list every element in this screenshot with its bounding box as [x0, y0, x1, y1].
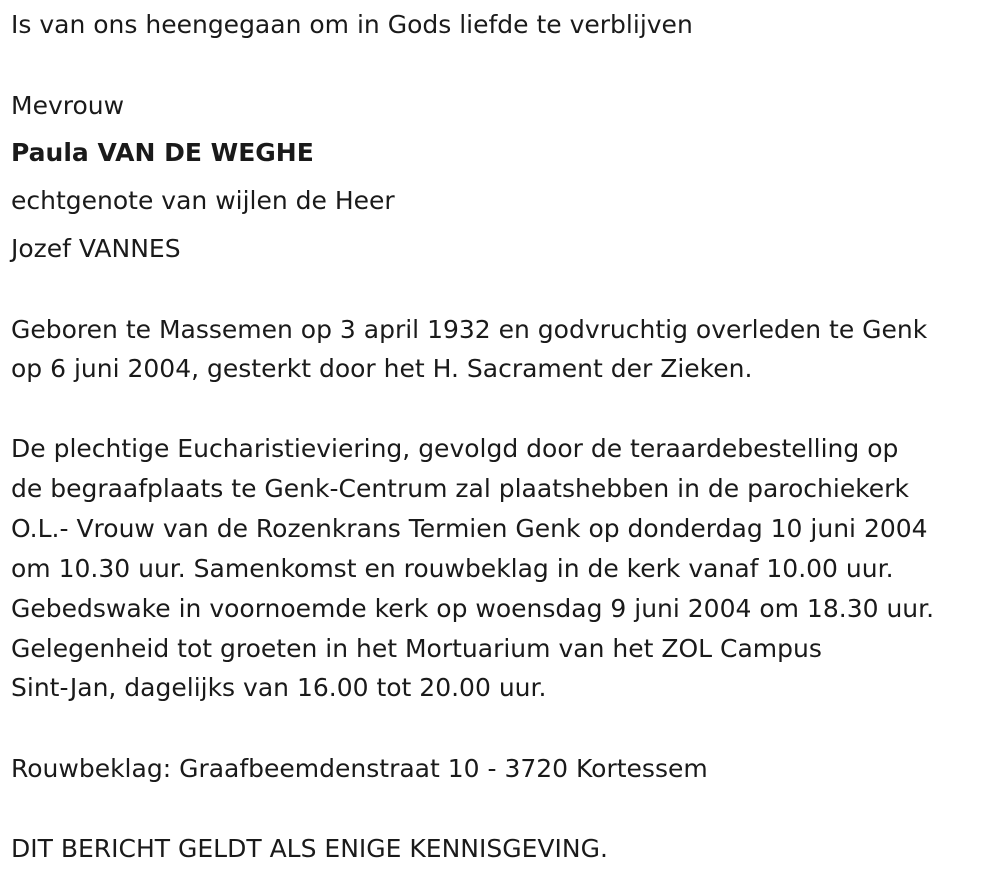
ceremony-line: Sint-Jan, dagelijks van 16.00 tot 20.00 uur. — [11, 673, 547, 702]
ceremony-line: De plechtige Eucharistieviering, gevolgd door de teraardebestelling op — [11, 434, 899, 463]
ceremony-line: de begraafplaats te Genk-Centrum zal plaatshebben in de parochiekerk — [11, 474, 909, 503]
birth-death-line: Geboren te Massemen op 3 april 1932 en godvruchtig overleden te Genk — [11, 315, 928, 344]
deceased-name: Paula VAN DE WEGHE — [11, 138, 314, 167]
ceremony-line: Gebedswake in voornoemde kerk op woensdag 9 juni 2004 om 18.30 uur. — [11, 594, 935, 623]
relation-line: echtgenote van wijlen de Heer — [11, 186, 395, 215]
ceremony-line: om 10.30 uur. Samenkomst en rouwbeklag in de kerk vanaf 10.00 uur. — [11, 554, 894, 583]
intro-text: Is van ons heengegaan om in Gods liefde te verblijven — [11, 10, 693, 39]
spouse-name: Jozef VANNES — [11, 234, 181, 263]
condolence-address: Rouwbeklag: Graafbeemdenstraat 10 - 3720 Kortessem — [11, 754, 708, 783]
salutation: Mevrouw — [11, 91, 125, 120]
ceremony-line: Gelegenheid tot groeten in het Mortuarium van het ZOL Campus — [11, 634, 822, 663]
ceremony-line: O.L.- Vrouw van de Rozenkrans Termien Genk op donderdag 10 juni 2004 — [11, 514, 928, 543]
notice-text: DIT BERICHT GELDT ALS ENIGE KENNISGEVING. — [11, 834, 608, 863]
birth-death-line: op 6 juni 2004, gesterkt door het H. Sacrament der Zieken. — [11, 354, 753, 383]
